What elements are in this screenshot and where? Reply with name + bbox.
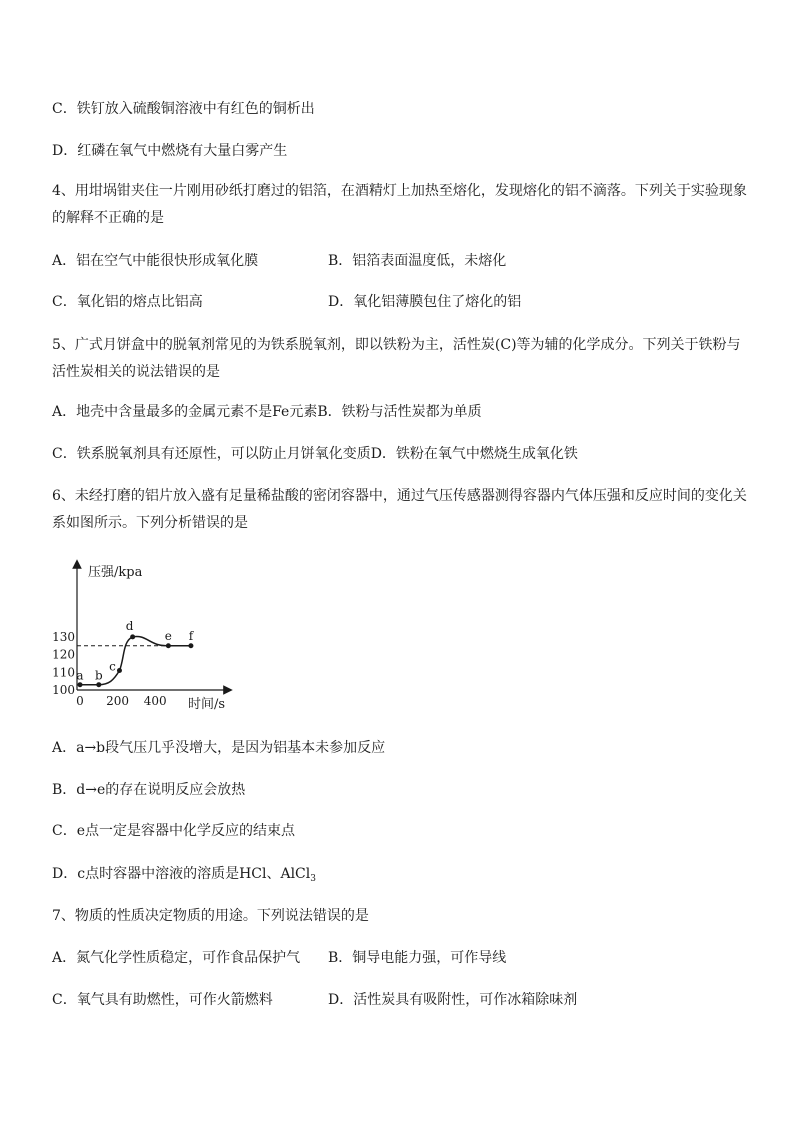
y-tick-label: 120 [52, 647, 75, 662]
point-label-f: f [188, 628, 194, 643]
x-tick-label: 200 [106, 694, 130, 708]
y-axis-label: 压强/kpa [88, 565, 143, 580]
q7-stem: 7、物质的性质决定物质的用途。下列说法错误的是 [52, 908, 369, 924]
q4-stem: 4、用坩埚钳夹住一片刚用砂纸打磨过的铝箔，在酒精灯上加热至熔化，发现熔化的铝不滴落。下列关于实验现象的解释不正确的是 [52, 183, 747, 226]
q6-option-a: A．a→b段气压几乎没增大，是因为铝基本未参加反应 [52, 740, 386, 756]
pressure-time-chart [48, 558, 248, 718]
q5-options-ab: A．地壳中含量最多的金属元素不是Fe元素B．铁粉与活性炭都为单质 [52, 404, 482, 420]
y-tick-label: 100 [52, 683, 75, 697]
x-tick-label: 400 [143, 694, 167, 708]
q3-option-d: D．红磷在氧气中燃烧有大量白雾产生 [52, 143, 288, 159]
q6-option-c: C．e点一定是容器中化学反应的结束点 [52, 823, 295, 839]
q3-option-c: C．铁钉放入硫酸铜溶液中有红色的铜析出 [52, 101, 315, 117]
data-point-f [188, 643, 193, 648]
q7-option-d: D．活性炭具有吸附性，可作冰箱除味剂 [328, 992, 578, 1008]
q4-option-a: A．铝在空气中能很快形成氧化膜 [52, 253, 259, 269]
data-point-e [166, 643, 171, 648]
x-axis-label: 时间/s [188, 697, 226, 712]
y-tick-label: 110 [52, 665, 75, 680]
point-label-a: a [76, 668, 84, 683]
q6-option-d [52, 864, 316, 889]
q6-stem: 6、未经打磨的铝片放入盛有足量稀盐酸的密闭容器中，通过气压传感器测得容器内气体压强和反应时间的变化关系如图所示。下列分析错误的是 [52, 488, 747, 531]
q5-options-cd: C．铁系脱氧剂具有还原性，可以防止月饼氧化变质D．铁粉在氧气中燃烧生成氧化铁 [52, 446, 578, 462]
data-point-a [78, 682, 83, 687]
q7-option-a: A．氮气化学性质稳定，可作食品保护气 [52, 950, 301, 966]
point-label-d: d [125, 618, 134, 633]
q6-option-d-text: D．c点时容器中溶液的溶质是HCl、AlCl [52, 866, 311, 882]
q4-option-d: D．氧化铝薄膜包住了熔化的铝 [328, 294, 522, 310]
y-tick-label: 130 [52, 629, 75, 644]
data-point-d [130, 634, 135, 639]
q6-option-d-subscript: 3 [310, 874, 316, 884]
q4-option-c: C．氧化铝的熔点比铝高 [52, 294, 203, 310]
q6-option-b: B．d→e的存在说明反应会放热 [52, 782, 246, 798]
q5-stem: 5、广式月饼盒中的脱氧剂常见的为铁系脱氧剂，即以铁粉为主，活性炭(C)等为辅的化学成分。下列关于铁粉与活性炭相关的说法错误的是 [52, 337, 741, 380]
q7-option-b: B．铜导电能力强，可作导线 [328, 950, 507, 966]
point-label-c: c [109, 659, 116, 674]
q7-option-c: C．氧气具有助燃性，可作火箭燃料 [52, 992, 273, 1008]
x-tick-label: 0 [76, 694, 84, 708]
point-label-b: b [94, 668, 103, 683]
data-point-b [96, 682, 101, 687]
data-point-c [117, 668, 122, 673]
point-label-e: e [164, 628, 172, 643]
q4-option-b: B．铝箔表面温度低，未熔化 [328, 253, 507, 269]
